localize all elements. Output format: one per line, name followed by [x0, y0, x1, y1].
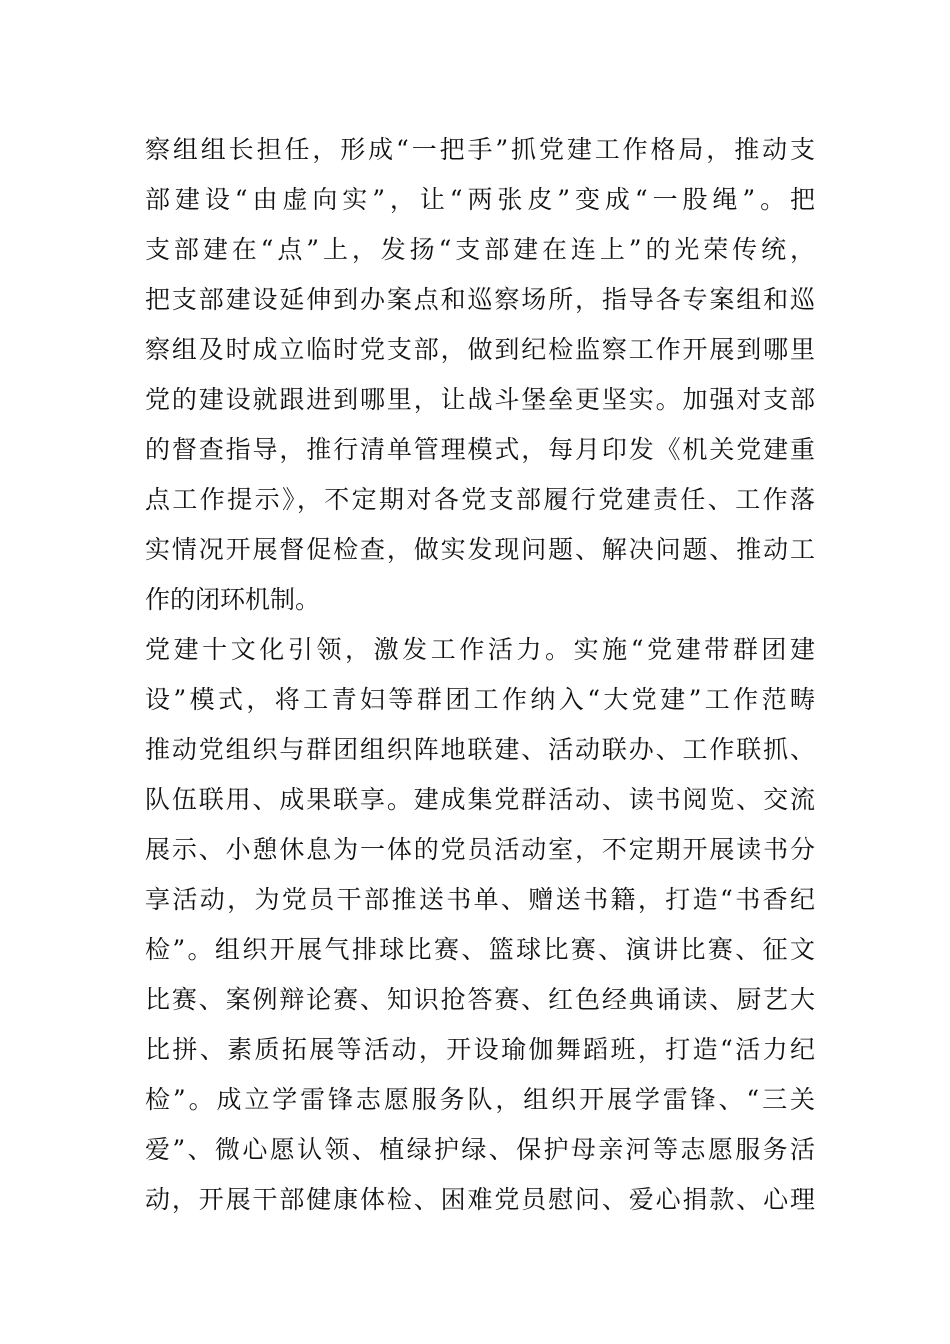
text-line: 部建设“由虚向实”，让“两张皮”变成“一股绳”。把	[145, 185, 815, 214]
text-line: 的督查指导，推行清单管理模式，每月印发《机关党建重	[145, 435, 815, 464]
text-line: 队伍联用、成果联享。建成集党群活动、读书阅览、交流	[145, 785, 815, 814]
text-line: 检”。成立学雷锋志愿服务队，组织开展学雷锋、“三关	[145, 1085, 815, 1114]
text-line: 享活动，为党员干部推送书单、赠送书籍，打造“书香纪	[145, 885, 815, 914]
text-line: 察组及时成立临时党支部，做到纪检监察工作开展到哪里	[145, 335, 815, 364]
text-line: 察组组长担任，形成“一把手”抓党建工作格局，推动支	[145, 135, 815, 164]
text-line: 党的建设就跟进到哪里，让战斗堡垒更坚实。加强对支部	[145, 385, 815, 414]
text-line: 检”。组织开展气排球比赛、篮球比赛、演讲比赛、征文	[145, 935, 815, 964]
text-line: 点工作提示》，不定期对各党支部履行党建责任、工作落	[145, 485, 815, 514]
text-line: 比赛、案例辩论赛、知识抢答赛、红色经典诵读、厨艺大	[145, 985, 815, 1014]
text-line: 比拼、素质拓展等活动，开设瑜伽舞蹈班，打造“活力纪	[145, 1035, 815, 1064]
text-line: 实情况开展督促检查，做实发现问题、解决问题、推动工	[145, 535, 815, 564]
text-line: 动，开展干部健康体检、困难党员慰问、爱心捐款、心理	[145, 1185, 815, 1214]
text-line: 推动党组织与群团组织阵地联建、活动联办、工作联抓、	[145, 735, 815, 764]
text-line: 展示、小憩休息为一体的党员活动室，不定期开展读书分	[145, 835, 815, 864]
text-line: 把支部建设延伸到办案点和巡察场所，指导各专案组和巡	[145, 285, 815, 314]
text-line: 支部建在“点”上，发扬“支部建在连上”的光荣传统，	[145, 235, 815, 264]
body-text	[145, 125, 815, 1225]
text-line: 作的闭环机制。	[145, 585, 321, 614]
text-line: 爱”、微心愿认领、植绿护绿、保护母亲河等志愿服务活	[145, 1135, 815, 1164]
text-line: 党建十文化引领，激发工作活力。实施“党建带群团建	[145, 635, 815, 664]
text-line: 设”模式，将工青妇等群团工作纳入“大党建”工作范畴	[145, 685, 815, 714]
